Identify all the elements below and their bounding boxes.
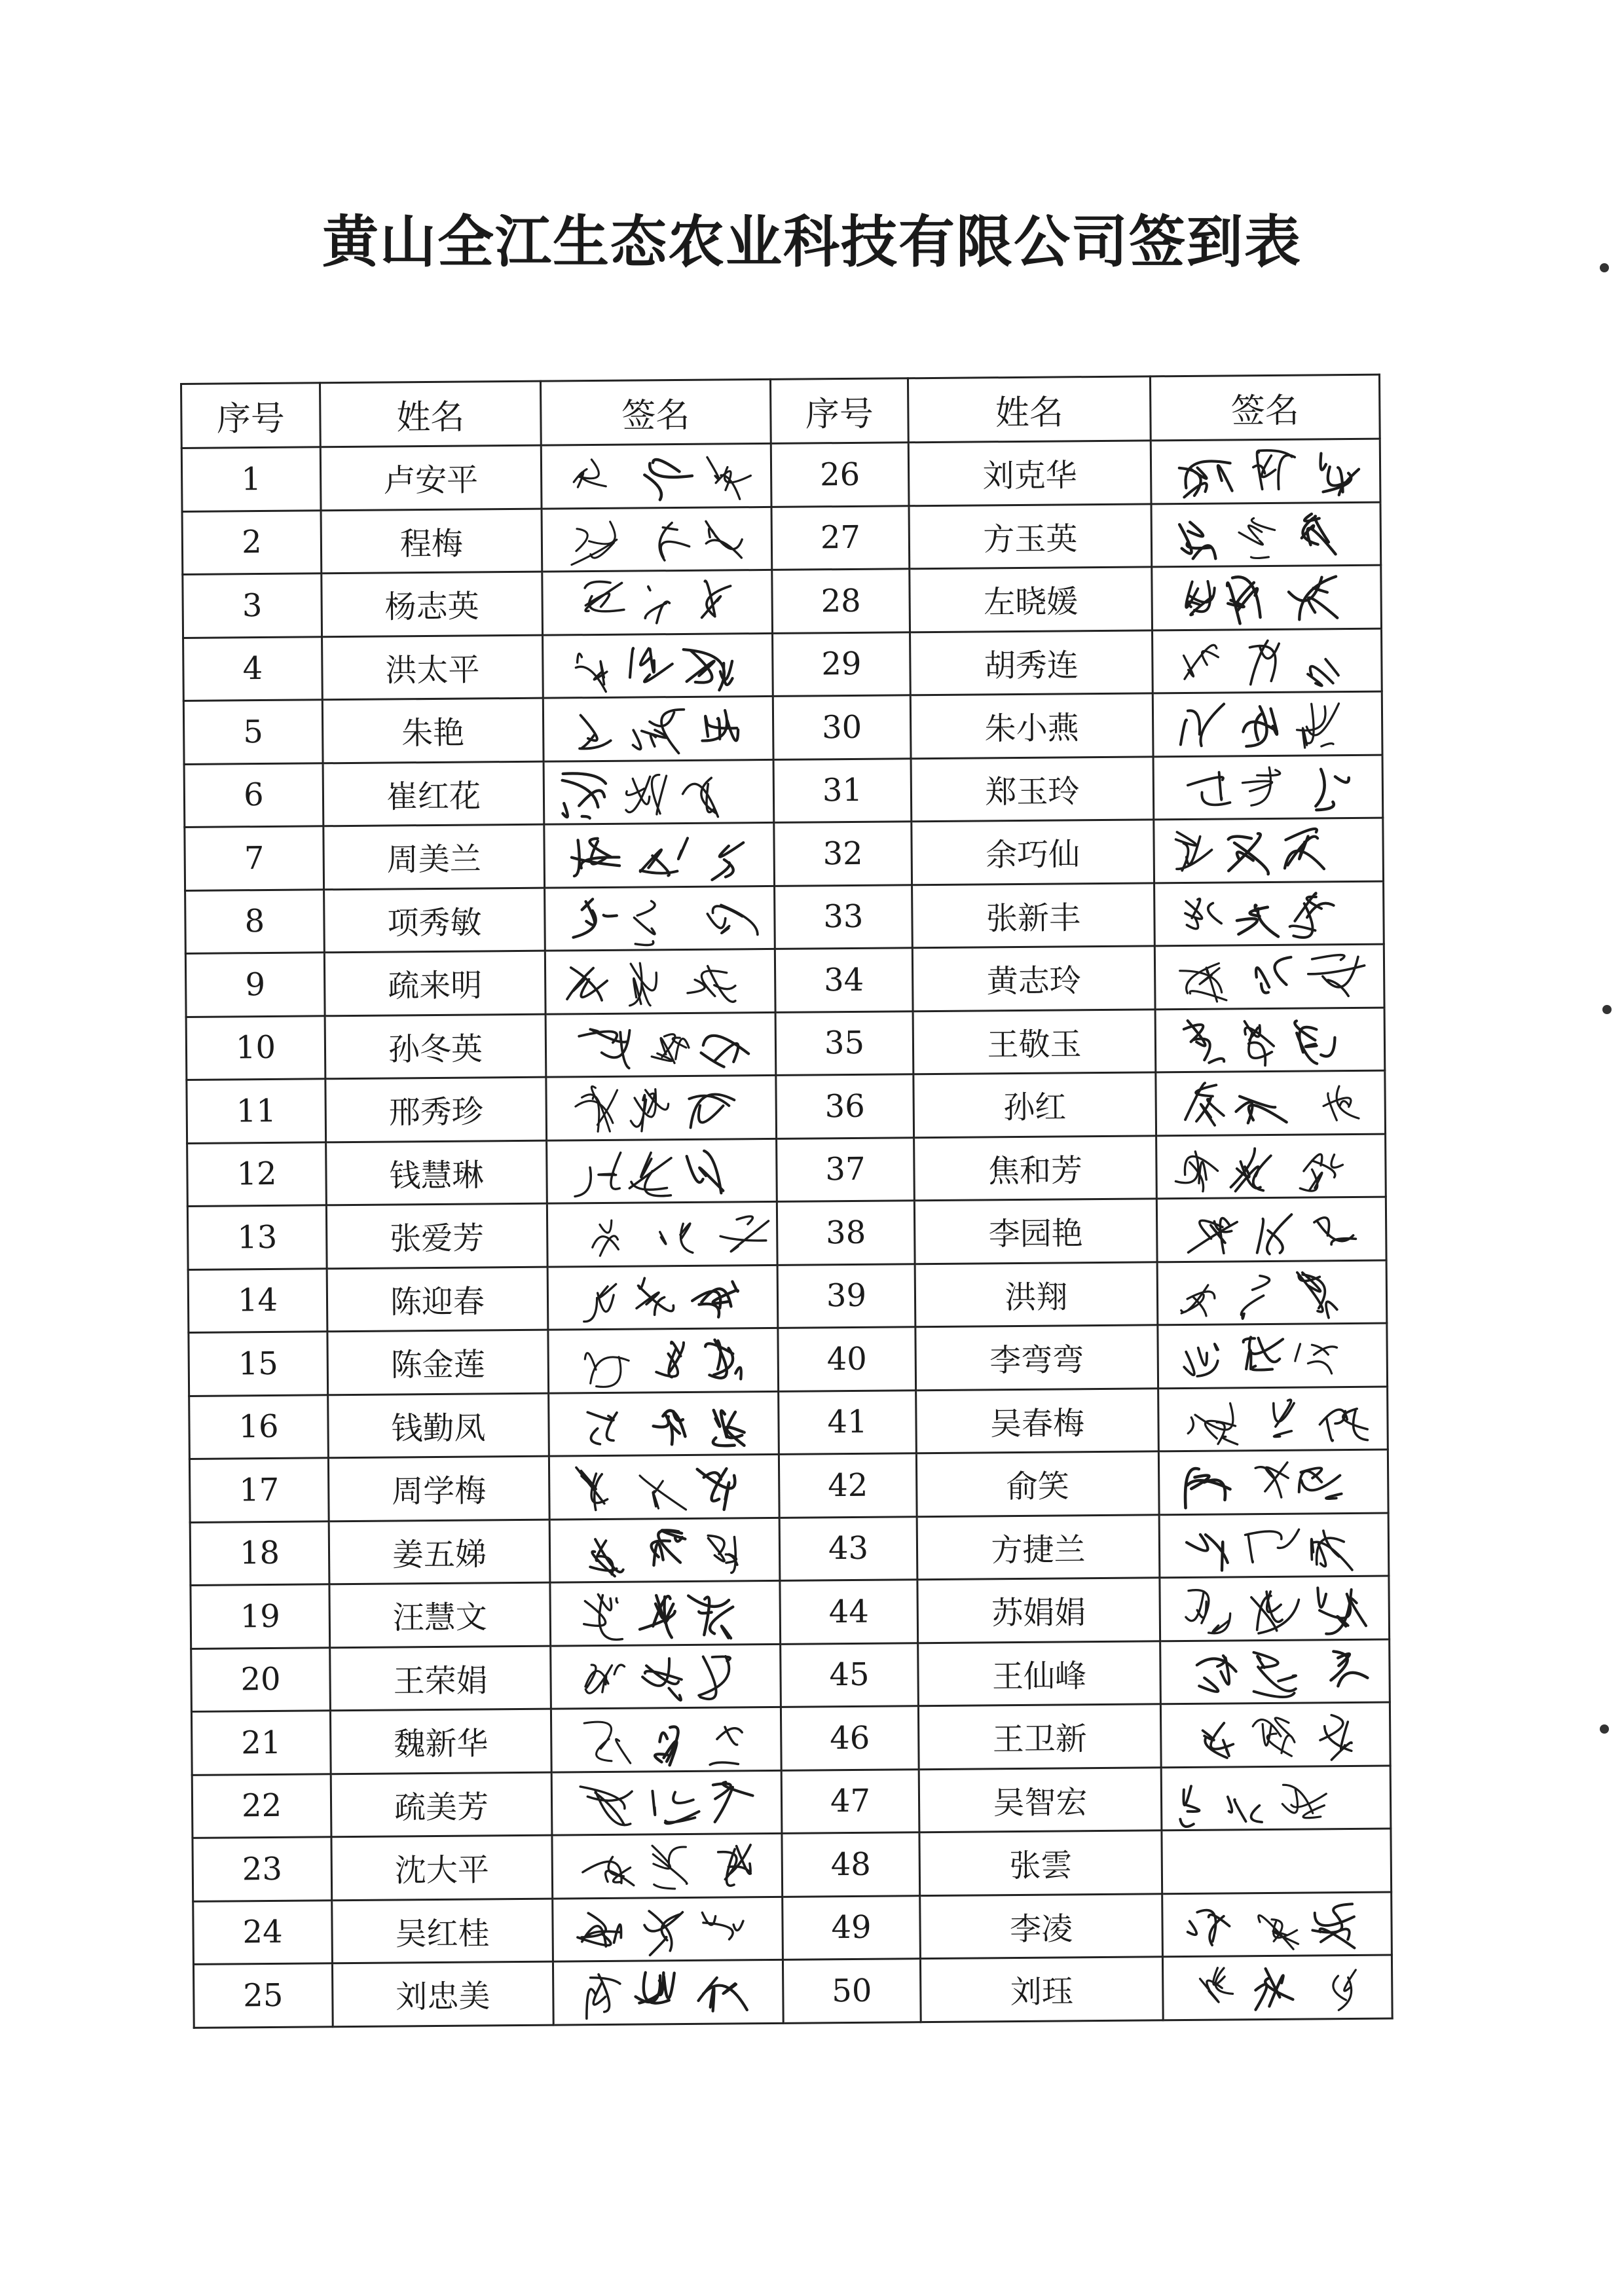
participant-name: 周美兰	[323, 824, 545, 889]
signature-cell	[1158, 1323, 1388, 1388]
row-number: 13	[187, 1205, 327, 1269]
signature-cell	[1156, 1134, 1386, 1199]
participant-name: 余巧仙	[912, 820, 1154, 884]
participant-name: 吴红桂	[332, 1899, 553, 1963]
row-number: 21	[191, 1711, 331, 1775]
signature-cell	[1160, 1702, 1390, 1767]
signature-cell	[1159, 1513, 1389, 1578]
row-number: 26	[771, 443, 909, 507]
signature-cell	[1160, 1639, 1390, 1704]
signature-cell	[1156, 1197, 1386, 1262]
scan-mark	[1600, 1724, 1609, 1734]
row-number: 36	[776, 1074, 914, 1139]
participant-name: 钱勤凤	[328, 1393, 549, 1458]
signature-cell	[1153, 629, 1382, 693]
participant-name: 周学梅	[328, 1456, 549, 1521]
participant-name: 陈迎春	[327, 1267, 548, 1332]
participant-name: 张新丰	[912, 883, 1155, 947]
participant-name: 张爱芳	[326, 1203, 547, 1268]
participant-name: 吴春梅	[916, 1388, 1159, 1453]
document-title: 黄山全江生态农业科技有限公司签到表	[322, 210, 1302, 275]
participant-name: 郑玉玲	[911, 756, 1154, 821]
signature-cell	[549, 1518, 780, 1582]
participant-name: 洪太平	[322, 635, 544, 700]
signature-cell	[543, 696, 773, 761]
row-number: 29	[773, 632, 911, 696]
row-number: 28	[772, 569, 910, 633]
row-number: 22	[192, 1774, 331, 1838]
signature-cell	[545, 886, 775, 951]
signature-cell	[1155, 1008, 1385, 1072]
header-name-right: 姓名	[908, 376, 1151, 443]
participant-name: 刘克华	[908, 441, 1151, 505]
signature-cell	[544, 822, 775, 887]
signature-cell	[1162, 1892, 1392, 1957]
row-number: 39	[777, 1264, 915, 1328]
handwritten-signature	[554, 1954, 783, 2035]
signature-cell	[547, 1265, 778, 1330]
signature-cell	[1154, 881, 1384, 946]
sign-in-table	[180, 374, 1393, 2029]
signature-cell	[543, 633, 773, 698]
row-number: 30	[773, 695, 911, 759]
row-number: 18	[190, 1521, 329, 1585]
participant-name: 杨志英	[322, 572, 543, 636]
participant-name: 崔红花	[323, 761, 544, 826]
row-number: 17	[189, 1458, 329, 1522]
participant-name: 魏新华	[330, 1709, 551, 1774]
participant-name: 朱小燕	[910, 693, 1153, 758]
row-number: 42	[779, 1453, 917, 1518]
row-number: 4	[183, 636, 323, 701]
signature-cell	[550, 1580, 781, 1645]
table-row	[193, 1955, 1392, 2028]
header-signature-left: 签名	[540, 379, 771, 445]
signature-cell	[547, 1139, 777, 1203]
row-number: 11	[187, 1079, 326, 1143]
participant-name: 王敬玉	[913, 1009, 1156, 1074]
participant-name: 程梅	[321, 509, 542, 574]
participant-name: 左晓媛	[910, 567, 1153, 632]
row-number: 20	[191, 1647, 331, 1711]
row-number: 31	[773, 758, 912, 822]
signature-cell	[1158, 1449, 1388, 1514]
participant-name: 孙红	[913, 1072, 1156, 1137]
participant-name: 刘珏	[920, 1957, 1163, 2022]
sign-in-sheet	[180, 374, 1392, 2026]
row-number: 19	[191, 1584, 330, 1649]
signature-cell	[551, 1644, 781, 1709]
signature-cell	[541, 443, 771, 508]
row-number: 8	[185, 889, 325, 953]
participant-name: 张雲	[919, 1831, 1162, 1895]
row-number: 45	[781, 1643, 919, 1707]
participant-name: 卢安平	[320, 445, 542, 510]
signature-cell	[542, 570, 773, 634]
handwritten-signature	[1164, 1950, 1392, 2031]
signature-cell	[545, 1012, 776, 1077]
roster-body	[181, 439, 1392, 2028]
row-number: 38	[777, 1201, 915, 1265]
signature-cell	[549, 1391, 779, 1456]
signature-cell	[553, 1897, 783, 1961]
signature-cell	[1162, 1955, 1392, 2020]
row-number: 16	[189, 1394, 329, 1459]
row-number: 33	[775, 884, 913, 949]
row-number: 3	[183, 574, 322, 638]
signature-cell	[545, 949, 775, 1013]
signature-cell	[549, 1454, 779, 1519]
scan-mark	[1600, 263, 1609, 272]
header-signature-right: 签名	[1150, 374, 1380, 441]
signature-cell	[1152, 565, 1382, 630]
row-number: 7	[185, 826, 324, 890]
row-number: 15	[189, 1332, 328, 1396]
row-number: 37	[777, 1137, 915, 1201]
row-number: 2	[182, 510, 322, 574]
participant-name: 朱艳	[322, 698, 544, 763]
participant-name: 焦和芳	[914, 1135, 1157, 1200]
signature-cell	[1160, 1576, 1390, 1641]
row-number: 10	[186, 1015, 325, 1080]
row-number: 9	[185, 953, 325, 1017]
header-name-left: 姓名	[320, 381, 542, 447]
signature-cell	[1156, 1070, 1386, 1135]
participant-name: 王卫新	[918, 1704, 1161, 1769]
participant-name: 项秀敏	[324, 888, 545, 953]
participant-name: 疏来明	[324, 951, 545, 1015]
signature-cell	[1158, 1387, 1388, 1451]
row-number: 5	[183, 700, 323, 764]
signature-cell	[1153, 691, 1382, 756]
signature-cell	[1153, 755, 1383, 820]
row-number: 34	[775, 948, 913, 1012]
participant-name: 俞笑	[916, 1451, 1159, 1516]
row-number: 1	[181, 447, 321, 511]
row-number: 6	[184, 763, 323, 827]
row-number: 49	[783, 1895, 921, 1959]
row-number: 14	[188, 1268, 327, 1332]
header-number-left: 序号	[181, 383, 321, 448]
row-number: 40	[778, 1327, 916, 1391]
signature-cell	[1161, 1766, 1391, 1831]
signature-cell	[1151, 502, 1381, 567]
row-number: 47	[781, 1769, 919, 1833]
signature-cell	[551, 1770, 782, 1835]
signature-cell	[547, 1201, 777, 1266]
participant-name: 胡秀连	[910, 630, 1153, 695]
row-number: 41	[779, 1390, 917, 1454]
signature-cell	[542, 507, 772, 572]
row-number: 50	[783, 1959, 921, 2023]
scan-mark	[1602, 1005, 1612, 1014]
participant-name: 汪慧文	[329, 1582, 551, 1647]
row-number: 12	[187, 1142, 327, 1206]
participant-name: 李园艳	[914, 1199, 1157, 1264]
row-number: 44	[780, 1580, 918, 1644]
participant-name: 陈金莲	[327, 1330, 549, 1394]
participant-name: 钱慧琳	[326, 1140, 547, 1205]
signature-cell	[1151, 439, 1380, 503]
signature-cell	[1157, 1260, 1387, 1325]
signature-cell	[1154, 818, 1384, 883]
participant-name: 洪翔	[915, 1262, 1158, 1326]
row-number: 35	[775, 1011, 913, 1075]
signature-cell	[544, 759, 774, 824]
participant-name: 刘忠美	[332, 1961, 553, 2026]
signature-cell	[551, 1707, 781, 1772]
signature-cell	[552, 1833, 783, 1898]
signature-cell	[1162, 1829, 1392, 1893]
signature-cell	[546, 1075, 777, 1140]
row-number: 27	[771, 505, 910, 570]
signature-cell	[1154, 944, 1384, 1009]
participant-name: 李凌	[920, 1893, 1163, 1958]
participant-name: 姜五娣	[329, 1520, 550, 1584]
participant-name: 苏娟娟	[917, 1578, 1160, 1643]
participant-name: 王荣娟	[330, 1646, 551, 1711]
participant-name: 黄志玲	[912, 946, 1155, 1011]
header-number-right: 序号	[770, 378, 908, 444]
participant-name: 方玉英	[909, 503, 1152, 568]
participant-name: 王仙峰	[918, 1641, 1161, 1705]
participant-name: 疏美芳	[331, 1772, 552, 1837]
signature-cell	[553, 1959, 783, 2024]
participant-name: 吴智宏	[919, 1767, 1162, 1832]
participant-name: 邢秀珍	[325, 1077, 547, 1142]
row-number: 46	[781, 1706, 919, 1770]
participant-name: 李弯弯	[915, 1325, 1158, 1390]
participant-name: 孙冬英	[325, 1014, 546, 1079]
participant-name: 方捷兰	[917, 1514, 1160, 1579]
row-number: 25	[193, 1963, 333, 2028]
signature-cell	[548, 1328, 779, 1393]
row-number: 48	[782, 1832, 920, 1897]
row-number: 43	[779, 1516, 917, 1580]
row-number: 23	[193, 1837, 332, 1901]
participant-name: 沈大平	[331, 1835, 553, 1900]
row-number: 32	[774, 822, 912, 886]
row-number: 24	[193, 1900, 333, 1964]
